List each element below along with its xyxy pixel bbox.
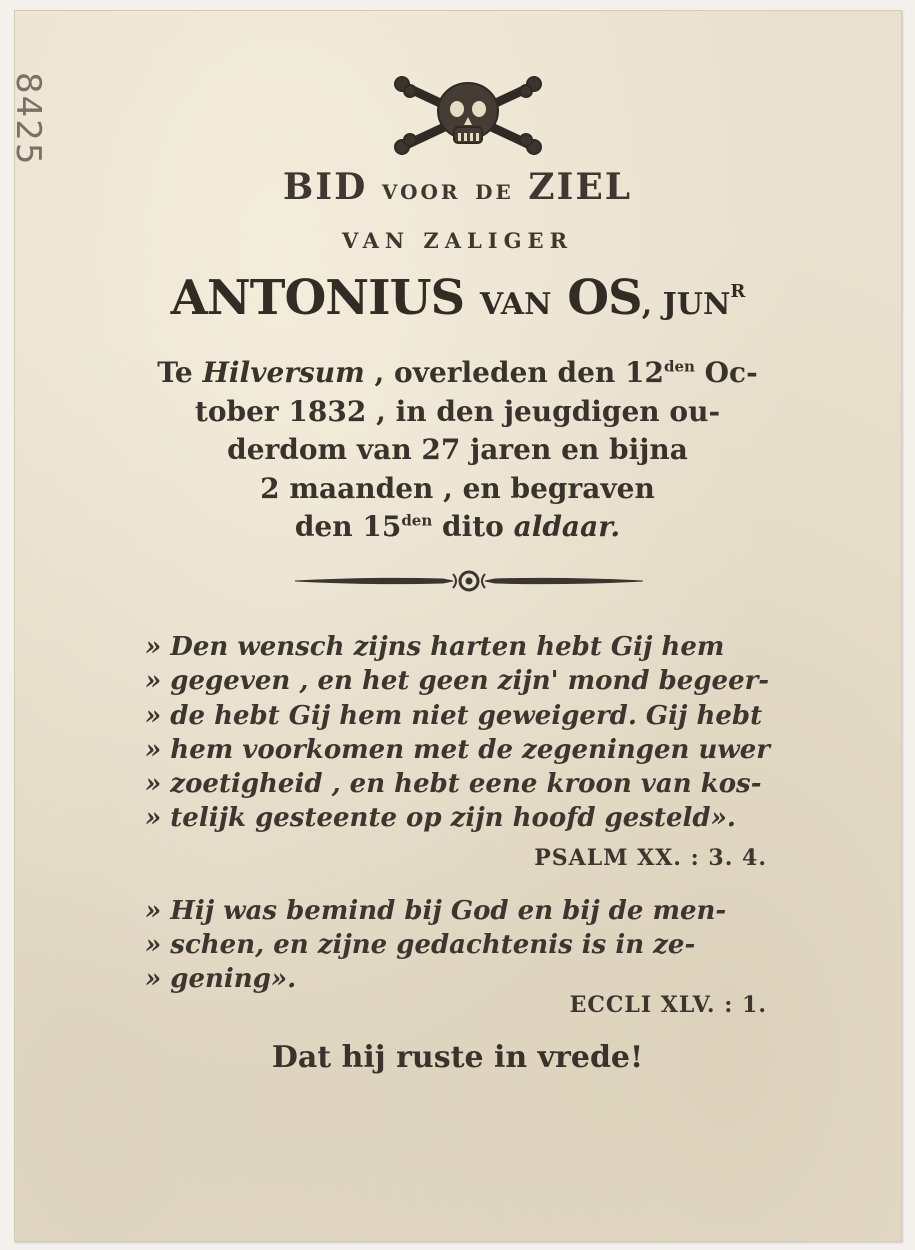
- heading-line-2: VAN ZALIGER: [341, 228, 574, 253]
- place-hilversum: Hilversum: [202, 356, 365, 389]
- body-text: dito: [432, 510, 514, 543]
- heading-word-bid: BID: [282, 166, 368, 208]
- quote1-line: » hem voorkomen met de zegeningen uwer: [145, 735, 770, 765]
- place-aldaar: aldaar.: [513, 510, 621, 543]
- heading-line-1: [0, 166, 915, 208]
- body-text: den 15: [294, 510, 402, 543]
- heading-word-ziel: ZIEL: [528, 166, 633, 208]
- psalm-reference: PSALM XX. : 3. 4.: [534, 845, 767, 871]
- quote1-line: » Den wensch zijns harten hebt Gij hem: [145, 632, 725, 662]
- quote2-line: » Hij was bemind bij God en bij de men-: [145, 896, 727, 926]
- eccli-reference: ECCLI XLV. : 1.: [569, 992, 767, 1018]
- name-van: VAN: [479, 287, 552, 322]
- body-line-5: [0, 510, 915, 543]
- quote2-line: » gening».: [145, 964, 297, 994]
- quote1-line: » de hebt Gij hem niet geweigerd. Gij hebt: [145, 701, 763, 731]
- body-text: , overleden den 12: [364, 356, 664, 389]
- superscript: den: [401, 511, 433, 530]
- name-os: OS: [567, 270, 642, 326]
- superscript: den: [663, 357, 695, 376]
- quote1-line: » telijk gesteente op zijn hoofd gesteld».: [145, 803, 736, 833]
- body-line-2: tober 1832 , in den jeugdigen ou-: [194, 395, 721, 428]
- body-line-4: 2 maanden , en begraven: [260, 472, 655, 505]
- body-text: Oc-: [694, 356, 758, 389]
- body-text: Te: [157, 356, 203, 389]
- name-suffix-sup: R: [730, 281, 745, 302]
- body-line-1: [0, 356, 915, 389]
- closing-prayer: Dat hij ruste in vrede!: [271, 1040, 644, 1075]
- quote1-line: » gegeven , en het geen zijn' mond begeer-: [145, 666, 770, 696]
- inventory-number: 8425: [8, 72, 48, 167]
- heading-word-voor: VOOR: [381, 180, 461, 204]
- skull-crossbones-icon: [388, 75, 548, 155]
- body-line-3: derdom van 27 jaren en bijna: [227, 433, 688, 466]
- ornament-divider-icon: [293, 566, 645, 596]
- deceased-name: [0, 270, 915, 326]
- name-first: ANTONIUS: [170, 270, 465, 326]
- heading-word-de: DE: [475, 180, 514, 204]
- name-suffix: , JUN: [641, 287, 731, 322]
- quote1-line: » zoetigheid , en hebt eene kroon van kos-: [145, 769, 762, 799]
- quote2-line: » schen, en zijne gedachtenis is in ze-: [145, 930, 696, 960]
